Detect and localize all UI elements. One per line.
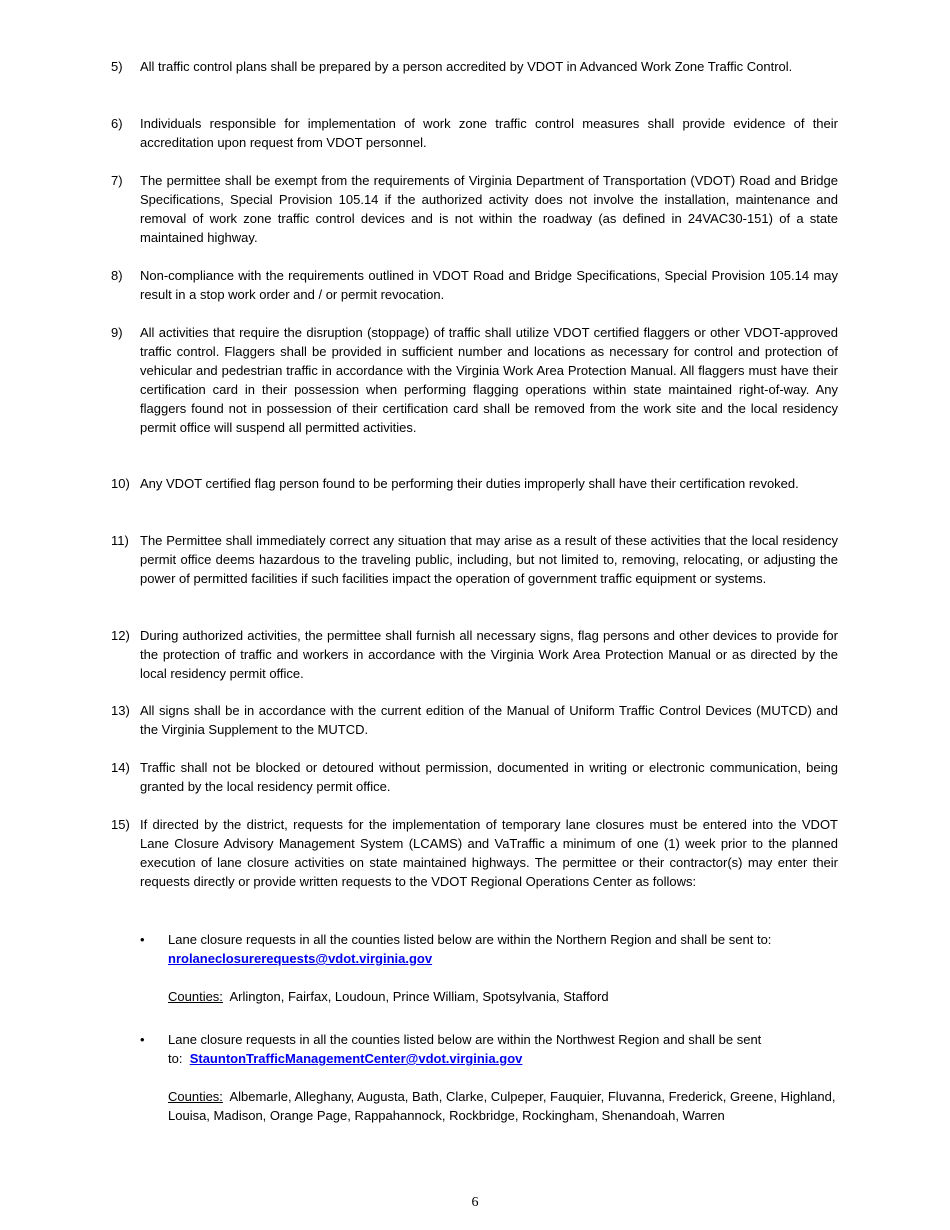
list-item-14: 14) Traffic shall not be blocked or detoured without permission, documented in writing or electronic communication, being granted by the local residency permit office.	[111, 760, 838, 794]
bullet-icon: •	[140, 932, 145, 947]
list-item-9: 9) All activities that require the disruption (stoppage) of traffic shall utilize VDOT certified flaggers or other VDOT-approved traffic control. Flaggers shall be provided in sufficient number and locations as necessary for control and protection of vehicular and pedestrian traffic in accordance with the Virginia Work Area Protection Manual. All flaggers must have their certification card in their possession when performing flagging operations within state maintained right-of-way. Any flaggers found not in possession of their certification card shall be removed from the work site and the local residency permit office will suspend all permitted activities.	[111, 325, 838, 435]
list-item-15: 15) If directed by the district, requests for the implementation of temporary lane closures must be entered into the VDOT Lane Closure Advisory Management System (LCAMS) and VaTraffic a minimum of one (1) week prior to the planned execution of lane closure activities on state maintained highways. The permittee or their contractor(s) may enter their requests directly or provide written requests to the VDOT Regional Operations Center as follows:	[111, 817, 838, 889]
email-link-northern[interactable]: nrolaneclosurerequests@vdot.virginia.gov	[168, 951, 433, 966]
list-item-7: 7) The permittee shall be exempt from the requirements of Virginia Department of Transportation (VDOT) Road and Bridge Specifications, Special Provision 105.14 if the authorized activity does not involve the installation, maintenance and removal of work zone traffic control devices and is not within the roadway (as defined in 24VAC30-151) of a state maintained highway.	[111, 173, 838, 245]
item-text: The permittee shall be exempt from the requirements of Virginia Department of Transportation (VDOT) Road and Bridge Specifications, Special Provision 105.14 if the authorized activity does not involve the installation, maintenance and removal of work zone traffic control devices and is not within the roadway (as defined in 24VAC30-151) of a state maintained highway.	[140, 173, 838, 245]
item-text: Any VDOT certified flag person found to be performing their duties improperly shall have their certification revoked.	[140, 476, 799, 491]
item-text: The Permittee shall immediately correct any situation that may arise as a result of these activities that the local residency permit office deems hazardous to the traveling public, including, but not limited to, removing, relocating, or adjusting the power of permitted facilities if such facilities impact the operation of government traffic equipment or systems.	[140, 533, 838, 586]
item-text: If directed by the district, requests for the implementation of temporary lane closures must be entered into the VDOT Lane Closure Advisory Management System (LCAMS) and VaTraffic a minimum of one (1) week prior to the planned execution of lane closure activities on state maintained highways. The permittee or their contractor(s) may enter their requests directly or provide written requests to the VDOT Regional Operations Center as follows:	[140, 817, 838, 889]
item-text: Non-compliance with the requirements outlined in VDOT Road and Bridge Specifications, Special Provision 105.14 may result in a stop work order and / or permit revocation.	[140, 268, 838, 302]
bullet-northern-region	[140, 930, 840, 1006]
bullet-text: Lane closure requests in all the counties listed below are within the Northwest Region and shall be sent	[168, 1032, 762, 1047]
item-text: Individuals responsible for implementation of work zone traffic control measures shall provide evidence of their accreditation upon request from VDOT personnel.	[140, 116, 838, 150]
list-item-10: 10) Any VDOT certified flag person found to be performing their duties improperly shall have their certification revoked.	[111, 474, 838, 493]
list-item-8: 8) Non-compliance with the requirements outlined in VDOT Road and Bridge Specifications, Special Provision 105.14 may result in a stop work order and / or permit revocation.	[111, 268, 838, 302]
item-text: Traffic shall not be blocked or detoured without permission, documented in writing or electronic communication, being granted by the local residency permit office.	[140, 760, 838, 794]
item-text: All activities that require the disruption (stoppage) of traffic shall utilize VDOT certified flaggers or other VDOT-approved traffic control. Flaggers shall be provided in sufficient number and locations as necessary for control and protection of vehicular and pedestrian traffic in accordance with the Virginia Work Area Protection Manual. All flaggers must have their certification card in their possession when performing flagging operations within state maintained right-of-way. Any flaggers found not in possession of their certification card shall be removed from the work site and the local residency permit office will suspend all permitted activities.	[140, 325, 838, 435]
list-item-13: 13) All signs shall be in accordance with the current edition of the Manual of Uniform Traffic Control Devices (MUTCD) and the Virginia Supplement to the MUTCD.	[111, 703, 838, 737]
counties-label: Counties:	[168, 1089, 223, 1104]
bullet-text: Lane closure requests in all the counties listed below are within the Northern Region and shall be sent to:	[168, 932, 772, 947]
page-number: 6	[471, 1195, 479, 1210]
bullet-northwest-region: • Lane closure requests in all the counties listed below are within the Northwest Region and shall be sent to: StauntonTrafficManagementCenter@vdot.virginia.gov Counties: Albemarle, Alleghany, Augusta, Bath, Clarke, Culpeper, Fauquier, Fluvanna, Frederick, Greene, Highland, Louisa, Madison, Orange Page, Rappahannock, Rockbridge, Rockingham, Shenandoah, Warren	[140, 1030, 840, 1125]
item-text: During authorized activities, the permittee shall furnish all necessary signs, flag persons and other devices to provide for the protection of traffic and workers in accordance with the Virginia Work Area Protection Manual or as directed by the local residency permit office.	[140, 628, 838, 681]
list-item-5: 5) All traffic control plans shall be prepared by a person accredited by VDOT in Advanced Work Zone Traffic Control.	[111, 57, 838, 76]
item-text: All signs shall be in accordance with the current edition of the Manual of Uniform Traffic Control Devices (MUTCD) and the Virginia Supplement to the MUTCD.	[140, 703, 838, 737]
bullet-icon: •	[140, 1032, 145, 1047]
item-text: All traffic control plans shall be prepared by a person accredited by VDOT in Advanced Work Zone Traffic Control.	[140, 59, 793, 74]
list-item-6: 6) Individuals responsible for implementation of work zone traffic control measures shall provide evidence of their accreditation upon request from VDOT personnel.	[111, 116, 838, 150]
counties-label: Counties:	[168, 989, 223, 1004]
list-item-11: 11) The Permittee shall immediately correct any situation that may arise as a result of these activities that the local residency permit office deems hazardous to the traveling public, including, but not limited to, removing, relocating, or adjusting the power of permitted facilities if such facilities impact the operation of government traffic equipment or systems.	[111, 533, 838, 586]
email-link-northwest[interactable]: StauntonTrafficManagementCenter@vdot.virginia.gov	[189, 1051, 523, 1066]
counties-list: Arlington, Fairfax, Loudoun, Prince William, Spotsylvania, Stafford	[229, 989, 609, 1004]
counties-list: Albemarle, Alleghany, Augusta, Bath, Clarke, Culpeper, Fauquier, Fluvanna, Frederick, Greene, Highland, Louisa, Madison, Orange Page, Rappahannock, Rockbridge, Rockingham, Shenandoah, Warren	[168, 1089, 836, 1123]
list-item-12: 12) During authorized activities, the permittee shall furnish all necessary signs, flag persons and other devices to provide for the protection of traffic and workers in accordance with the Virginia Work Area Protection Manual or as directed by the local residency permit office.	[111, 628, 838, 681]
